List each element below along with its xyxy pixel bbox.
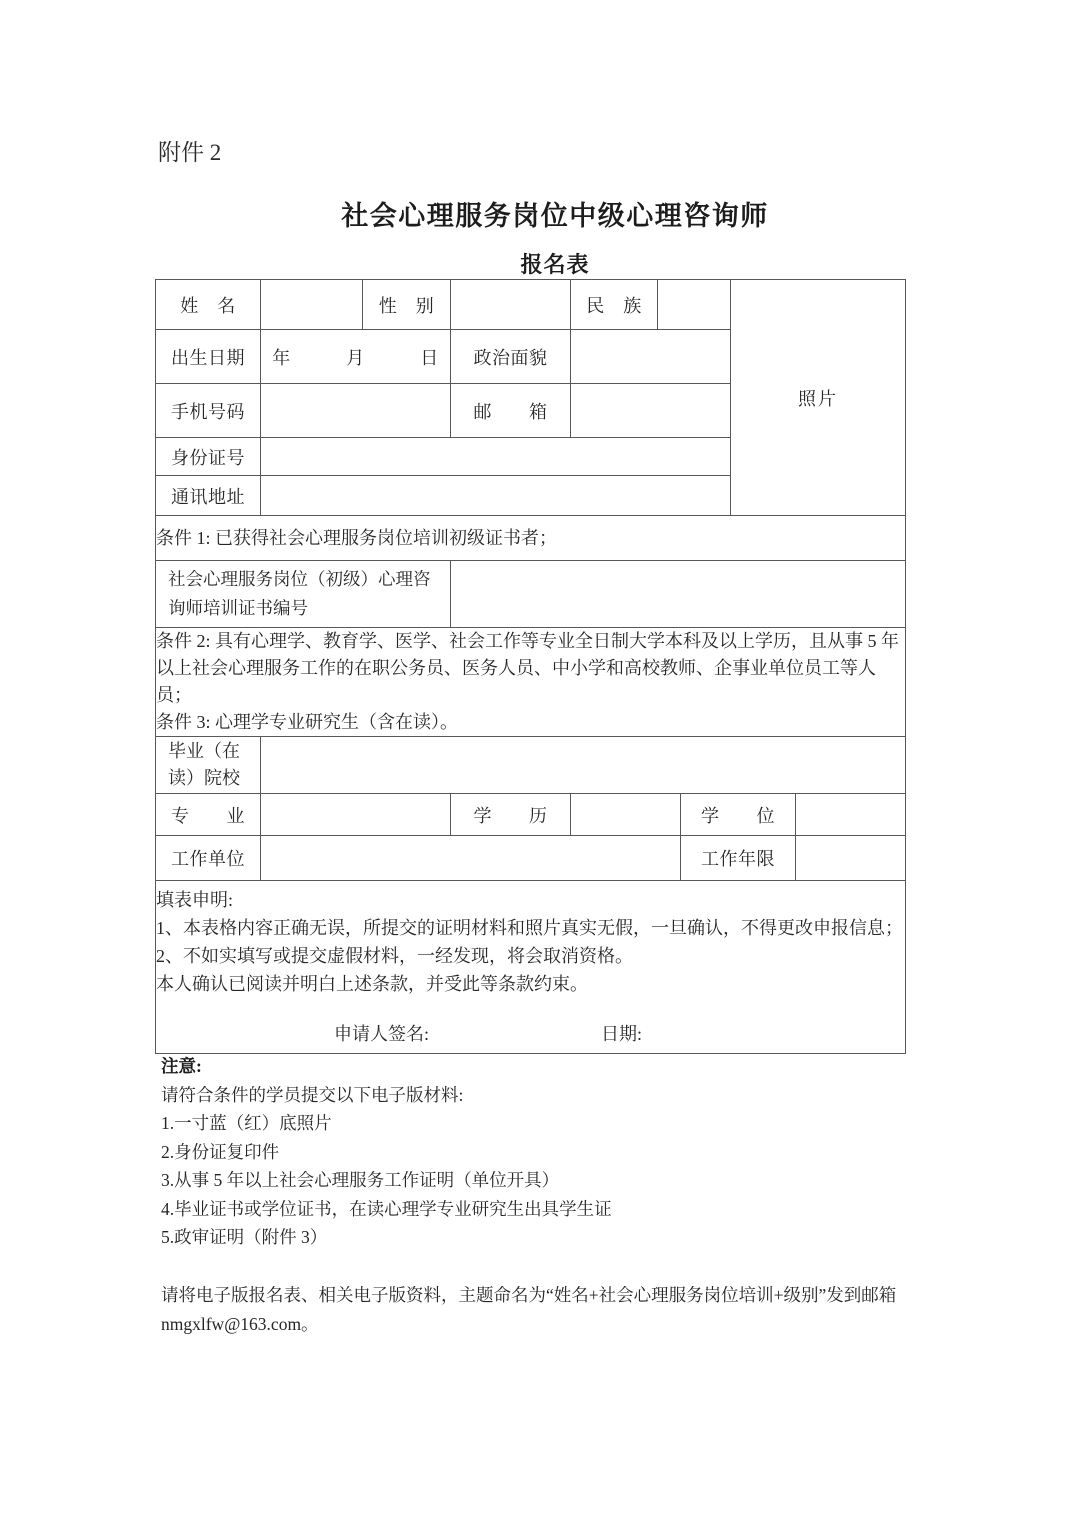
ethnicity-label: 民 族 bbox=[571, 280, 658, 330]
declaration-cell bbox=[156, 881, 906, 1054]
page-title: 社会心理服务岗位中级心理咨询师 bbox=[341, 201, 769, 231]
condition-2-text: 条件 2: 具有心理学、教育学、医学、社会工作等专业全日制大学本科及以上学历，且从事 5 年以上社会心理服务工作的在职公务员、医务人员、中小学和高校教师、企事业单位员工等人员； bbox=[156, 631, 899, 705]
gender-label: 性 别 bbox=[363, 280, 451, 330]
note-item-1: 1.一寸蓝（红）底照片 bbox=[161, 1113, 332, 1133]
gender-field[interactable] bbox=[451, 280, 571, 330]
work-years-label: 工作年限 bbox=[681, 836, 796, 881]
signature-label[interactable]: 申请人签名: bbox=[334, 1024, 430, 1044]
photo-box[interactable]: 照片 bbox=[731, 280, 906, 516]
certificate-number-field[interactable] bbox=[451, 561, 906, 628]
degree-label: 学 位 bbox=[681, 794, 796, 836]
address-label: 通讯地址 bbox=[156, 476, 261, 516]
employer-label: 工作单位 bbox=[156, 836, 261, 881]
name-label: 姓 名 bbox=[156, 280, 261, 330]
condition-3-text: 条件 3: 心理学专业研究生（含在读）。 bbox=[156, 712, 458, 732]
school-field[interactable] bbox=[261, 737, 906, 794]
note-item-3: 3.从事 5 年以上社会心理服务工作证明（单位开具） bbox=[161, 1170, 560, 1190]
id-number-label: 身份证号 bbox=[156, 438, 261, 476]
declaration-item-1: 1、本表格内容正确无误，所提交的证明材料和照片真实无假，一旦确认，不得更改申报信息； bbox=[156, 918, 903, 938]
condition-1-text: 条件 1: 已获得社会心理服务岗位培训初级证书者； bbox=[156, 516, 906, 561]
political-status-field[interactable] bbox=[571, 330, 731, 384]
note-item-5: 5.政审证明（附件 3） bbox=[161, 1227, 328, 1247]
birth-date-label: 出生日期 bbox=[156, 330, 261, 384]
political-status-label: 政治面貌 bbox=[451, 330, 571, 384]
address-field[interactable] bbox=[261, 476, 731, 516]
notes-section bbox=[161, 1052, 907, 1339]
notes-intro: 请符合条件的学员提交以下电子版材料: bbox=[161, 1084, 464, 1105]
work-years-field[interactable] bbox=[796, 836, 906, 881]
notes-footer: 请将电子版报名表、相关电子版资料，主题命名为“姓名+社会心理服务岗位培训+级别”发到邮箱 nmgxlfw@163.com。 bbox=[161, 1284, 897, 1334]
mobile-field[interactable] bbox=[261, 384, 451, 438]
name-field[interactable] bbox=[261, 280, 363, 330]
ethnicity-field[interactable] bbox=[658, 280, 731, 330]
education-field[interactable] bbox=[571, 794, 681, 836]
notes-heading: 注意: bbox=[161, 1056, 202, 1076]
note-item-4: 4.毕业证书或学位证书，在读心理学专业研究生出具学生证 bbox=[161, 1198, 612, 1219]
certificate-number-label: 社会心理服务岗位（初级）心理咨询师培训证书编号 bbox=[156, 561, 451, 628]
condition-2-3-text bbox=[156, 628, 906, 737]
note-item-2: 2.身份证复印件 bbox=[161, 1141, 280, 1162]
education-label: 学 历 bbox=[451, 794, 571, 836]
declaration-confirm: 本人确认已阅读并明白上述条款，并受此等条款约束。 bbox=[156, 974, 588, 994]
degree-field[interactable] bbox=[796, 794, 906, 836]
email-field[interactable] bbox=[571, 384, 731, 438]
date-label[interactable]: 日期: bbox=[601, 1024, 643, 1044]
declaration-item-2: 2、不如实填写或提交虚假材料，一经发现，将会取消资格。 bbox=[156, 946, 633, 966]
major-field[interactable] bbox=[261, 794, 451, 836]
birth-date-field[interactable]: 年 月 日 bbox=[261, 330, 451, 384]
email-label: 邮 箱 bbox=[451, 384, 571, 438]
declaration-heading: 填表申明: bbox=[156, 890, 234, 910]
attachment-label: 附件 2 bbox=[158, 140, 222, 165]
school-label: 毕业（在读）院校 bbox=[156, 737, 261, 794]
major-label: 专 业 bbox=[156, 794, 261, 836]
employer-field[interactable] bbox=[261, 836, 681, 881]
registration-form-table bbox=[155, 279, 906, 1054]
form-subtitle: 报名表 bbox=[520, 252, 590, 277]
mobile-label: 手机号码 bbox=[156, 384, 261, 438]
id-number-field[interactable] bbox=[261, 438, 731, 476]
